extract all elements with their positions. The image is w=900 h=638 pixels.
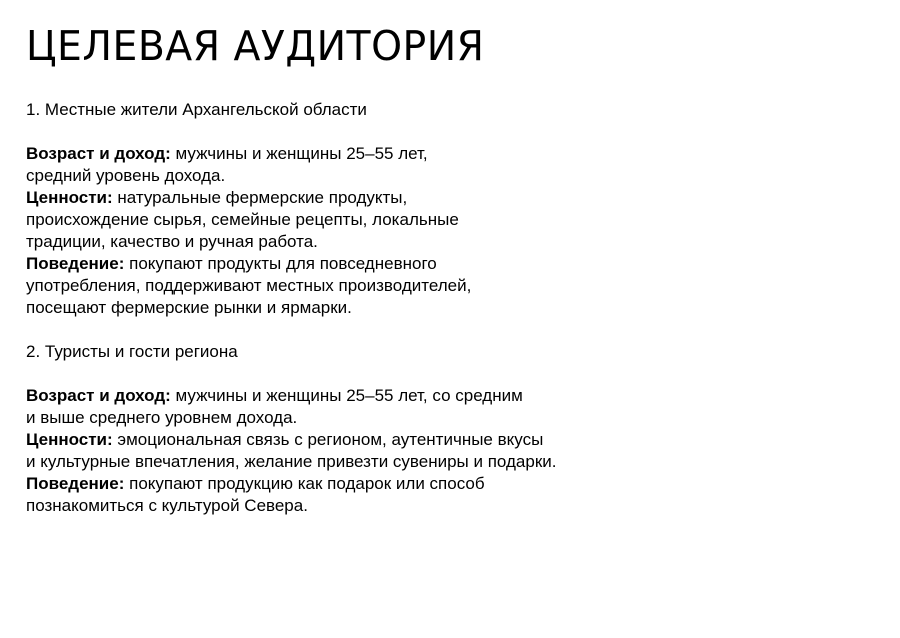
values-line: традиции, качество и ручная работа. — [26, 232, 318, 251]
age-income-label: Возраст и доход: — [26, 386, 171, 405]
values-line: натуральные фермерские продукты, — [117, 188, 408, 207]
values-line: происхождение сырья, семейные рецепты, локальные — [26, 210, 459, 229]
age-income-paragraph — [26, 385, 876, 429]
behavior-line: покупают продукты для повседневного — [129, 254, 437, 273]
values-line: и культурные впечатления, желание привезти сувениры и подарки. — [26, 452, 557, 471]
behavior-label: Поведение: — [26, 474, 125, 493]
values-paragraph — [26, 429, 876, 473]
behavior-label: Поведение: — [26, 254, 125, 273]
section-body-local-residents — [26, 143, 876, 319]
section-body-tourists — [26, 385, 876, 517]
values-label: Ценности: — [26, 188, 113, 207]
values-line: эмоциональная связь с регионом, аутентичные вкусы — [117, 430, 544, 449]
section-heading-local-residents: 1. Местные жители Архангельской области — [26, 100, 367, 119]
values-label: Ценности: — [26, 430, 113, 449]
behavior-line: покупают продукцию как подарок или способ — [129, 474, 485, 493]
age-income-line: мужчины и женщины 25–55 лет, со средним — [175, 386, 523, 405]
page-title: ЦЕЛЕВАЯ АУДИТОРИЯ — [26, 22, 485, 70]
behavior-line: употребления, поддерживают местных производителей, — [26, 276, 472, 295]
behavior-paragraph — [26, 473, 876, 517]
values-paragraph — [26, 187, 876, 253]
behavior-line: познакомиться с культурой Севера. — [26, 496, 308, 515]
behavior-paragraph — [26, 253, 876, 319]
section-heading-tourists: 2. Туристы и гости региона — [26, 342, 238, 361]
age-income-line: средний уровень дохода. — [26, 166, 226, 185]
behavior-line: посещают фермерские рынки и ярмарки. — [26, 298, 352, 317]
document-page — [26, 22, 876, 517]
age-income-label: Возраст и доход: — [26, 144, 171, 163]
age-income-line: и выше среднего уровнем дохода. — [26, 408, 298, 427]
age-income-paragraph — [26, 143, 876, 187]
age-income-line: мужчины и женщины 25–55 лет, — [175, 144, 428, 163]
